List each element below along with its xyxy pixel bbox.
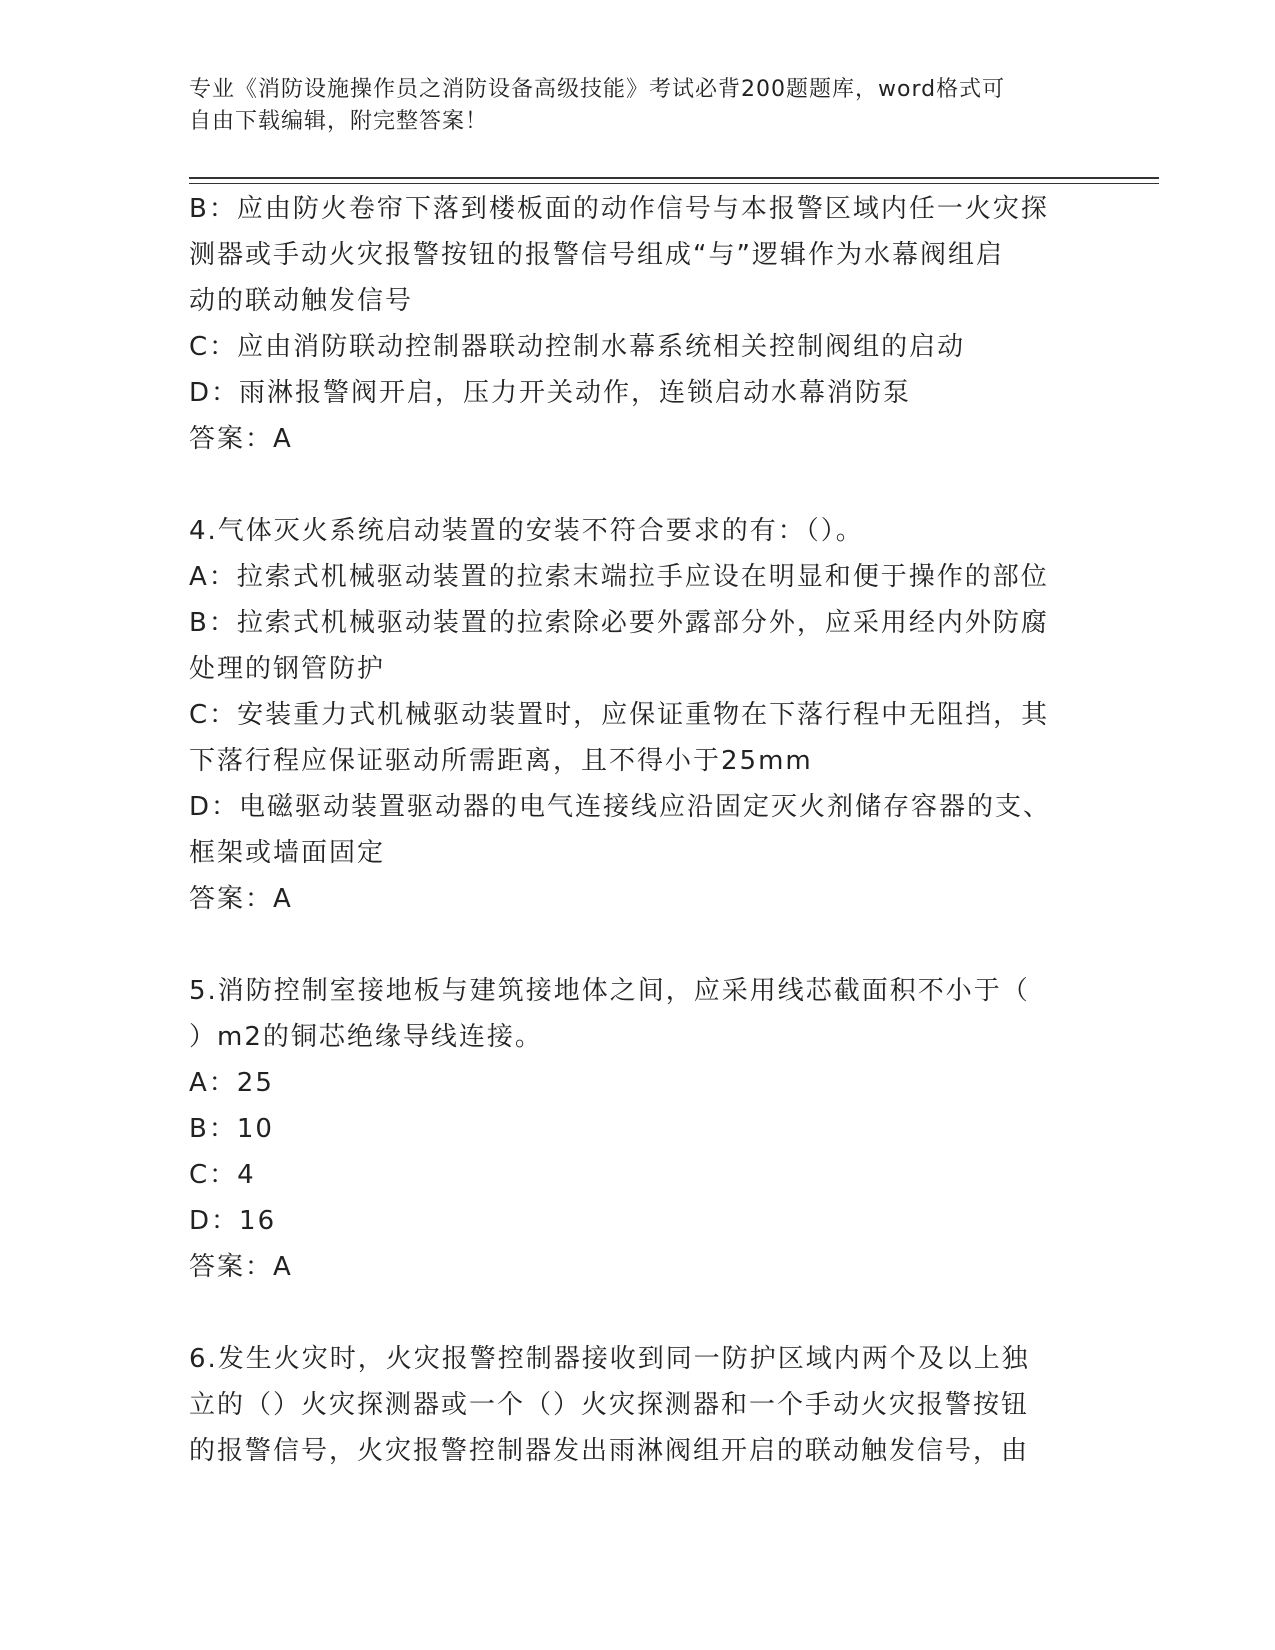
q4-option-b-line-1: B：拉索式机械驱动装置的拉索除必要外露部分外，应采用经内外防腐 <box>189 608 1049 638</box>
paragraph-gap <box>189 1290 1079 1336</box>
q3-answer: 答案：A <box>189 424 293 454</box>
q3-option-b-line-3: 动的联动触发信号 <box>189 286 414 316</box>
q6-stem-line-3: 的报警信号，火灾报警控制器发出雨淋阀组开启的联动触发信号，由 <box>189 1436 1030 1466</box>
q3-option-d: D：雨淋报警阀开启，压力开关动作，连锁启动水幕消防泵 <box>189 378 912 408</box>
q5-option-a: A：25 <box>189 1068 274 1098</box>
q5-answer: 答案：A <box>189 1252 293 1282</box>
page-header <box>189 74 1089 138</box>
q5-option-b: B：10 <box>189 1114 274 1144</box>
q5-stem-line-2: ）m2的铜芯绝缘导线连接。 <box>189 1022 543 1052</box>
question-3-continued <box>189 186 1079 462</box>
q4-stem: 4.气体灭火系统启动装置的安装不符合要求的有：（）。 <box>189 516 864 546</box>
q3-option-b-line-1: B：应由防火卷帘下落到楼板面的动作信号与本报警区域内任一火灾探 <box>189 194 1049 224</box>
header-line-1: 专业《消防设施操作员之消防设备高级技能》考试必背200题题库，word格式可 <box>189 77 1006 102</box>
document-body <box>189 186 1079 1474</box>
q4-option-d-line-2: 框架或墙面固定 <box>189 838 386 868</box>
q4-option-a: A：拉索式机械驱动装置的拉索末端拉手应设在明显和便于操作的部位 <box>189 562 1049 592</box>
q4-option-d-line-1: D：电磁驱动装置驱动器的电气连接线应沿固定灭火剂储存容器的支、 <box>189 792 1052 822</box>
q5-option-c: C：4 <box>189 1160 256 1190</box>
q5-option-d: D：16 <box>189 1206 277 1236</box>
paragraph-gap <box>189 462 1079 508</box>
question-5 <box>189 968 1079 1290</box>
header-line-2: 自由下载编辑，附完整答案！ <box>189 109 489 134</box>
q4-option-c-line-2: 下落行程应保证驱动所需距离，且不得小于25mm <box>189 746 813 776</box>
q3-option-b-line-2: 测器或手动火灾报警按钮的报警信号组成“与”逻辑作为水幕阀组启 <box>189 240 1004 270</box>
q4-answer: 答案：A <box>189 884 293 914</box>
q4-option-b-line-2: 处理的钢管防护 <box>189 654 386 684</box>
paragraph-gap <box>189 922 1079 968</box>
q6-stem-line-1: 6.发生火灾时，火灾报警控制器接收到同一防护区域内两个及以上独 <box>189 1344 1030 1374</box>
header-rule-thin <box>189 183 1159 184</box>
q3-option-c: C：应由消防联动控制器联动控制水幕系统相关控制阀组的启动 <box>189 332 966 362</box>
question-6 <box>189 1336 1079 1474</box>
question-4 <box>189 508 1079 922</box>
q5-stem-line-1: 5.消防控制室接地板与建筑接地体之间，应采用线芯截面积不小于（ <box>189 976 1030 1006</box>
q4-option-c-line-1: C：安装重力式机械驱动装置时，应保证重物在下落行程中无阻挡，其 <box>189 700 1050 730</box>
q6-stem-line-2: 立的（）火灾探测器或一个（）火灾探测器和一个手动火灾报警按钮 <box>189 1390 1030 1420</box>
header-rule-thick <box>189 177 1159 179</box>
